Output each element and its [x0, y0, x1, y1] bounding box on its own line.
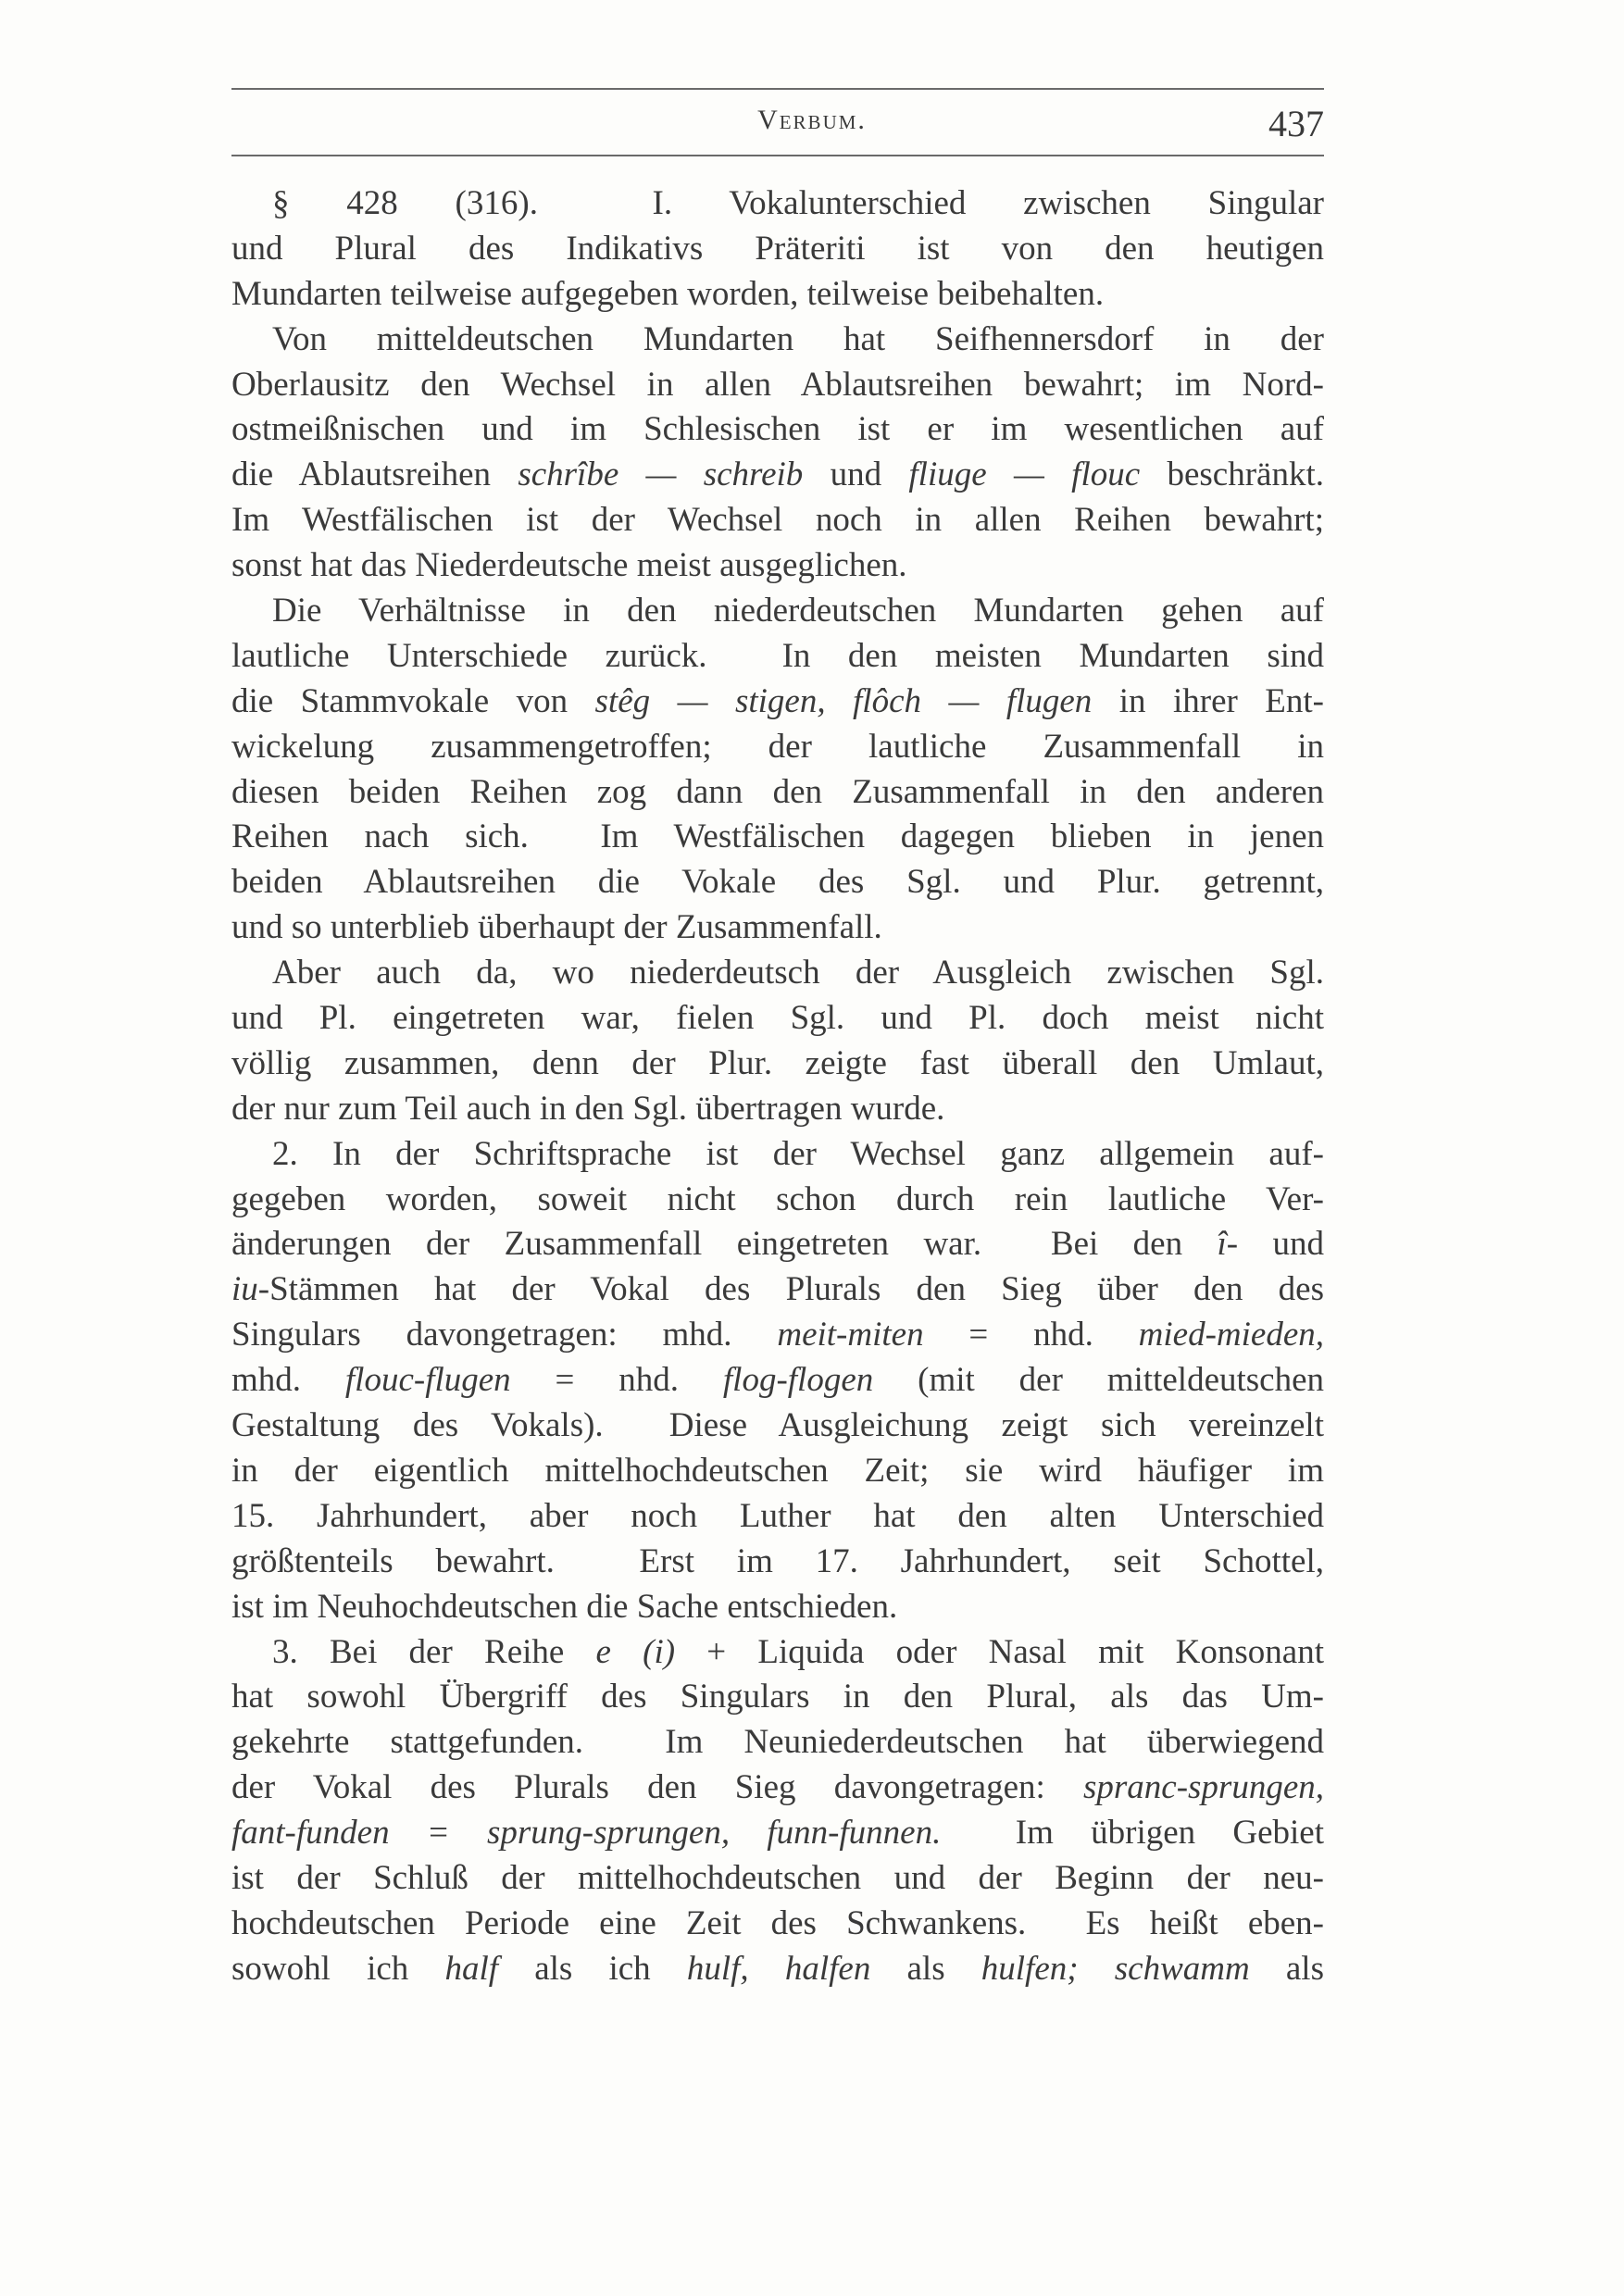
text-line [231, 860, 1324, 905]
text-segment: wickelung zusammengetroffen; der lautliche Zusammenfall in [231, 727, 1324, 766]
text-line [231, 589, 1324, 634]
text-line [231, 634, 1324, 680]
text-segment: Im übrigen Gebiet [941, 1814, 1324, 1853]
text-segment: beschränkt. [1140, 455, 1324, 494]
text-segment: diesen beiden Reihen zog dann den Zusammenfall in den anderen [231, 772, 1324, 811]
italic-text: flog-flogen [722, 1361, 874, 1400]
text-line [231, 1222, 1324, 1267]
text-segment: als ich [498, 1949, 687, 1988]
text-segment: Im Westfälischen ist der Wechsel noch in allen Reihen bewahrt; [231, 501, 1324, 540]
text-segment: 2. In der Schriftsprache ist der Wechsel ganz allgemein auf- [272, 1134, 1324, 1173]
text-line [231, 1132, 1324, 1178]
text-line [231, 1042, 1324, 1087]
text-segment: lautliche Unterschiede zurück. In den meisten Mundarten sind [231, 636, 1324, 675]
text-line [231, 1267, 1324, 1313]
text-segment: in ihrer Ent- [1092, 681, 1325, 720]
text-segment: -Stämmen hat der Vokal des Plurals den Sieg über den des [257, 1270, 1324, 1309]
text-segment: ostmeißnischen und im Schlesischen ist er im wesentlichen auf [231, 410, 1324, 449]
text-segment: Mundarten teilweise aufgegeben worden, teilweise beibehalten. [231, 274, 1105, 313]
header-rule-bottom [231, 155, 1324, 156]
text-line [231, 1087, 1324, 1132]
italic-text: î [1217, 1225, 1227, 1264]
text-line [231, 363, 1324, 408]
text-segment: (mit der mitteldeutschen [873, 1361, 1325, 1400]
text-segment: 15. Jahrhundert, aber noch Luther hat den alten Unterschied [231, 1496, 1324, 1535]
text-segment: gegeben worden, soweit nicht schon durch rein lautliche Ver- [231, 1179, 1324, 1218]
text-segment: die Ablautsreihen [231, 455, 518, 494]
text-segment: = nhd. [510, 1361, 723, 1400]
text-line [231, 996, 1324, 1042]
text-segment: sonst hat das Niederdeutsche meist ausgeglichen. [231, 546, 907, 585]
text-line [231, 951, 1324, 996]
text-segment: hat sowohl Übergriff des Singulars in den Plural, als das Um- [231, 1678, 1324, 1716]
text-line [231, 272, 1324, 318]
text-segment: der nur zum Teil auch in den Sgl. übertragen wurde. [231, 1089, 945, 1128]
text-segment: als [1249, 1949, 1324, 1988]
text-line [231, 1720, 1324, 1766]
text-segment: mhd. [231, 1361, 345, 1400]
text-line [231, 1766, 1324, 1811]
italic-text: fliuge — flouc [908, 455, 1141, 494]
text-segment: + Liquida oder Nasal mit Konsonant [675, 1632, 1324, 1671]
text-line [231, 181, 1324, 227]
text-segment: in der eigentlich mittelhochdeutschen Zeit; sie wird häufiger im [231, 1451, 1324, 1490]
text-segment: hochdeutschen Periode eine Zeit des Schwankens. Es heißt eben- [231, 1903, 1324, 1942]
text-line [231, 318, 1324, 363]
text-segment: gekehrte stattgefunden. Im Neuniederdeutschen hat überwiegend [231, 1723, 1324, 1762]
text-line [231, 1178, 1324, 1223]
text-line [231, 1540, 1324, 1585]
body-text [231, 181, 1324, 1992]
text-line [231, 543, 1324, 589]
text-segment: Oberlausitz den Wechsel in allen Ablautsreihen bewahrt; im Nord- [231, 365, 1324, 404]
text-line [231, 1404, 1324, 1449]
text-segment: und so unterblieb überhaupt der Zusammenfall. [231, 908, 882, 947]
text-segment: als [870, 1949, 981, 1988]
text-segment: beiden Ablautsreihen die Vokale des Sgl. und Plur. getrennt, [231, 863, 1324, 902]
text-line [231, 1811, 1324, 1856]
text-segment: 3. Bei der Reihe [272, 1632, 596, 1671]
text-segment: und Pl. eingetreten war, fielen Sgl. und Pl. doch meist nicht [231, 999, 1324, 1038]
text-line [231, 453, 1324, 498]
text-segment: änderungen der Zusammenfall eingetreten war. Bei den [231, 1225, 1218, 1264]
text-segment: völlig zusammen, denn der Plur. zeigte fast überall den Umlaut, [231, 1043, 1324, 1082]
italic-text: iu [231, 1270, 258, 1309]
text-line [231, 815, 1324, 860]
text-segment: - und [1226, 1225, 1324, 1264]
header-rule-top [231, 88, 1324, 90]
text-line [231, 1358, 1324, 1404]
text-segment: § 428 (316). I. Vokalunterschied zwischen Singular [272, 184, 1324, 222]
text-segment: Die Verhältnisse in den niederdeutschen Mundarten gehen auf [272, 592, 1324, 630]
italic-text: stêg — stigen, flôch — flugen [594, 681, 1093, 720]
text-line [231, 680, 1324, 725]
text-line [231, 1449, 1324, 1494]
text-segment: Singulars davongetragen: mhd. [231, 1316, 778, 1354]
text-line [231, 1313, 1324, 1358]
text-segment: der Vokal des Plurals den Sieg davongetragen: [231, 1768, 1083, 1807]
italic-text: hulfen; schwamm [981, 1949, 1250, 1988]
italic-text: meit-miten [777, 1316, 924, 1354]
text-segment: größtenteils bewahrt. Erst im 17. Jahrhundert, seit Schottel, [231, 1541, 1324, 1580]
text-segment: = nhd. [923, 1316, 1139, 1354]
italic-text: half [444, 1949, 499, 1988]
text-segment: Reihen nach sich. Im Westfälischen dagegen blieben in jenen [231, 817, 1324, 856]
text-line [231, 1675, 1324, 1720]
text-segment: Aber auch da, wo niederdeutsch der Ausgleich zwischen Sgl. [272, 954, 1324, 992]
italic-text: fant-funden = sprung-sprungen, funn-funnen. [231, 1814, 942, 1853]
text-segment: die Stammvokale von [231, 681, 595, 720]
text-segment: sowohl ich [231, 1949, 445, 1988]
italic-text: hulf, halfen [686, 1949, 871, 1988]
text-line [231, 407, 1324, 453]
text-line [231, 1856, 1324, 1902]
italic-text: mied-mieden, [1138, 1316, 1324, 1354]
text-line [231, 770, 1324, 816]
running-head: Verbum. [757, 105, 867, 135]
text-segment: und [803, 455, 909, 494]
italic-text: flouc-flugen [344, 1361, 511, 1400]
text-segment: Gestaltung des Vokals). Diese Ausgleichung zeigt sich vereinzelt [231, 1406, 1324, 1445]
text-line [231, 905, 1324, 951]
text-line [231, 1494, 1324, 1540]
page-number: 437 [1268, 103, 1324, 144]
text-line [231, 1630, 1324, 1676]
italic-text: spranc-sprungen, [1082, 1768, 1324, 1807]
text-segment: und Plural des Indikativs Präteriti ist von den heutigen [231, 229, 1324, 268]
text-line [231, 725, 1324, 770]
text-line [231, 227, 1324, 272]
text-line [231, 498, 1324, 543]
italic-text: schrîbe — schreib [518, 455, 804, 494]
text-line [231, 1947, 1324, 1992]
text-line [231, 1585, 1324, 1630]
text-segment: ist der Schluß der mittelhochdeutschen und der Beginn der neu- [231, 1858, 1324, 1897]
italic-text: e (i) [595, 1632, 676, 1671]
text-line [231, 1902, 1324, 1947]
text-segment: Von mitteldeutschen Mundarten hat Seifhennersdorf in der [272, 319, 1324, 358]
text-segment: ist im Neuhochdeutschen die Sache entschieden. [231, 1587, 898, 1626]
